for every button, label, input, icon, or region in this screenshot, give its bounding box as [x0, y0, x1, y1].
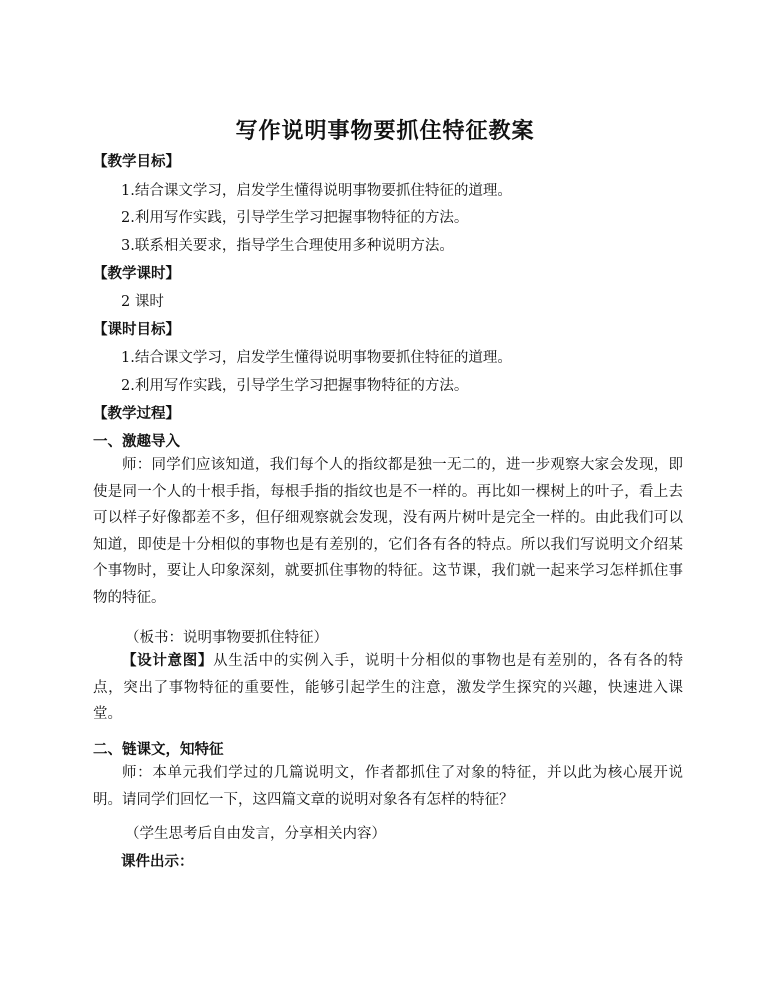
part2-paragraph: 师：本单元我们学过的几篇说明文，作者都抓住了对象的特征，并以此为核心展开说明。请同学们回忆一下，这四篇文章的说明对象各有怎样的特征？: [93, 765, 683, 808]
student-discussion-note: （学生思考后自由发言，分享相关内容）: [125, 826, 386, 842]
lesson-goal-item: 2.利用写作实践，引导学生学习把握事物特征的方法。: [121, 378, 469, 394]
teaching-goal-item: 2.利用写作实践，引导学生学习把握事物特征的方法。: [121, 210, 469, 226]
part1-paragraph: 师：同学们应该知道，我们每个人的指纹都是独一无二的，进一步观察大家会发现，即使是同一个人的十根手指，每根手指的指纹也是不一样的。再比如一棵树上的叶子，看上去可以样子好像都差不多，但仔细观察就会发现，没有两片树叶是完全一样的。由此我们可以知道，即使是十分相似的事物也是有差别的，它们各有各的特点。所以我们写说明文介绍某个事物时，要让人印象深刻，就要抓住事物的特征。这节课，我们就一起来学习怎样抓住事物的特征。: [93, 457, 683, 606]
lesson-goal-item: 1.结合课文学习，启发学生懂得说明事物要抓住特征的道理。: [121, 350, 512, 366]
teaching-hours-value: 2 课时: [121, 294, 164, 310]
teaching-hours-heading: 【教学课时】: [93, 265, 180, 282]
teaching-goal-item: 1.结合课文学习，启发学生懂得说明事物要抓住特征的道理。: [121, 183, 512, 199]
teaching-goal-item: 3.联系相关要求，指导学生合理使用多种说明方法。: [121, 238, 454, 254]
part1-heading: 一、激趣导入: [93, 433, 180, 450]
design-intent-text: 从生活中的实例入手，说明十分相似的事物也是有差别的，各有各的特点，突出了事物特征的重要性，能够引起学生的注意，激发学生探究的兴趣，快速进入课堂。: [93, 653, 684, 723]
design-intent-label: 【设计意图】: [122, 652, 214, 669]
teaching-process-heading: 【教学过程】: [93, 405, 180, 422]
part2-heading: 二、链课文，知特征: [93, 741, 224, 758]
lesson-goals-heading: 【课时目标】: [93, 321, 180, 338]
document-title: 写作说明事物要抓住特征教案: [235, 118, 535, 144]
board-note: （板书：说明事物要抓住特征）: [125, 630, 328, 646]
teaching-goals-heading: 【教学目标】: [93, 153, 180, 170]
courseware-label: 课件出示：: [121, 853, 194, 870]
design-intent-paragraph: [93, 648, 683, 728]
